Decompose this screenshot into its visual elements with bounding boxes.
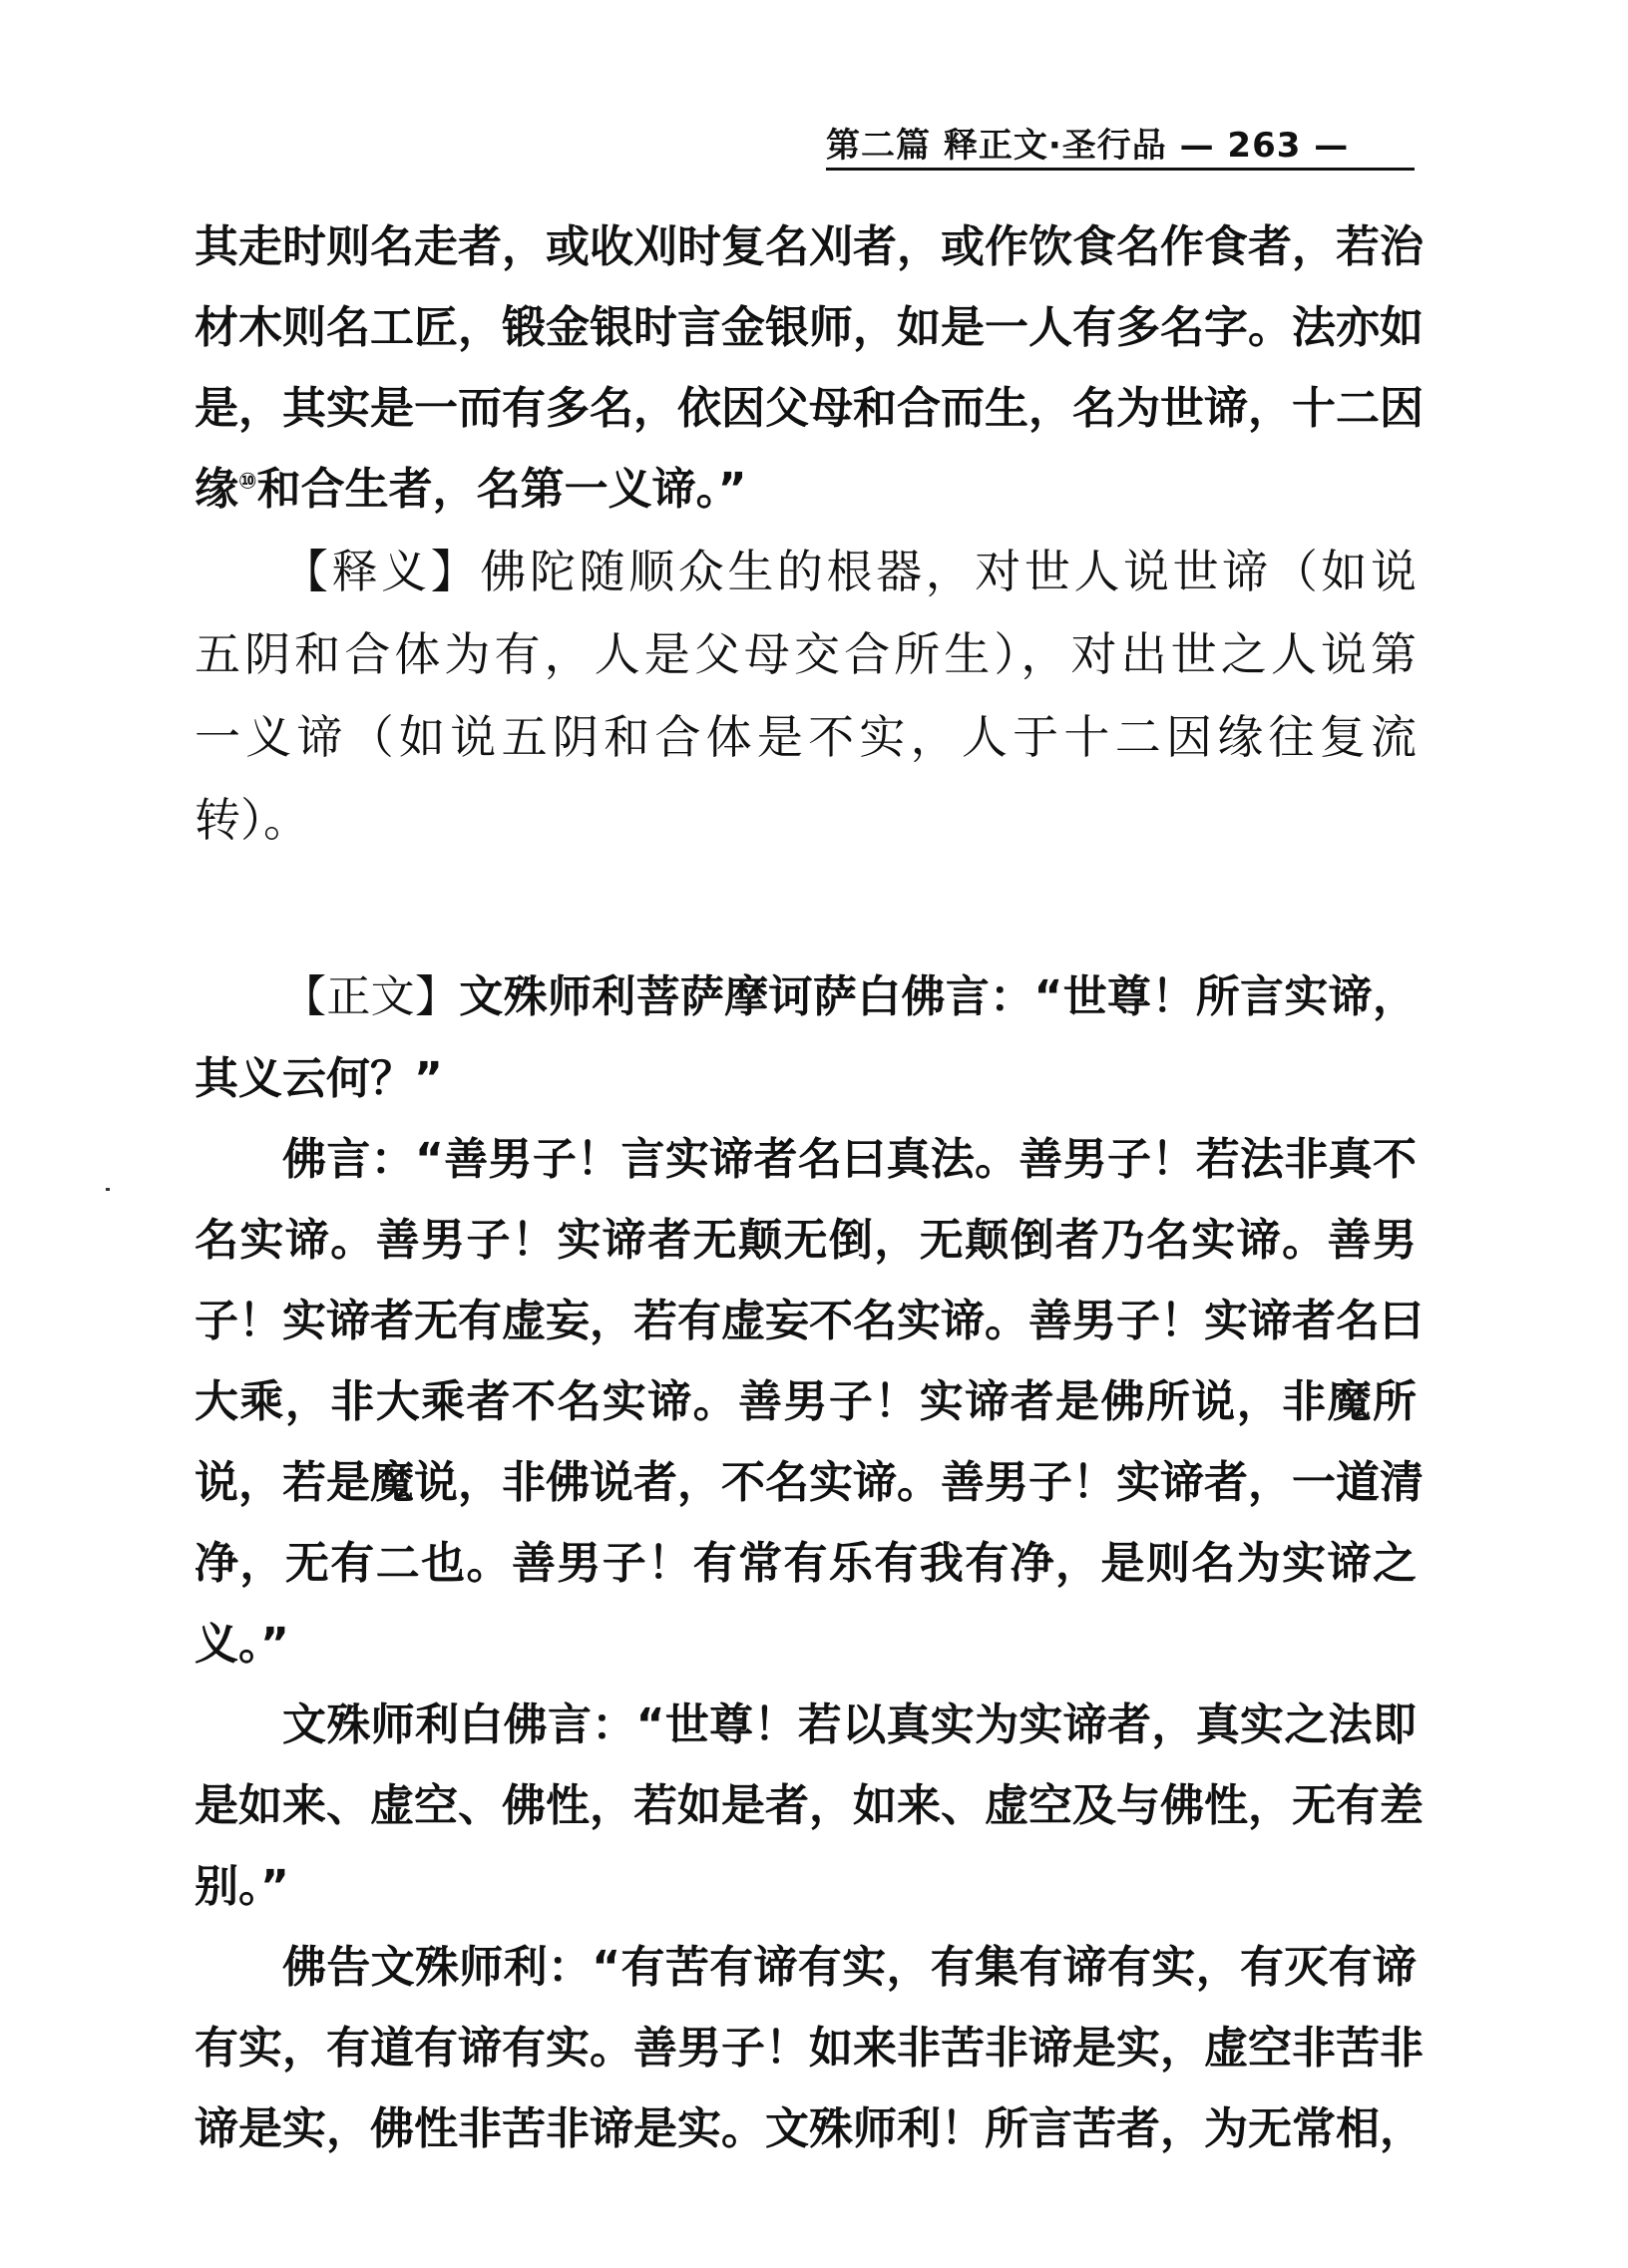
running-title: 第二篇 释正文·圣行品 — 263 —	[826, 126, 1350, 166]
continuation-line-4	[195, 460, 1417, 520]
reply1-line-3: 子！实谛者无有虚妄，若有虚妄不名实谛。善男子！实谛者名曰	[195, 1296, 1424, 1346]
question2-line-3: 别。”	[195, 1861, 289, 1912]
shiyi-line-1	[282, 542, 1417, 601]
reply1-line-4: 大乘，非大乘者不名实谛。善男子！实谛者是佛所说，非魔所	[195, 1376, 1417, 1427]
shiyi-label: 【释义】	[282, 545, 481, 598]
header-rule	[826, 168, 1415, 171]
stray-mark	[106, 1188, 110, 1191]
reply1-line-7: 义。”	[195, 1619, 289, 1670]
reply1-line-6: 净，无有二也。善男子！有常有乐有我有净，是则名为实谛之	[195, 1538, 1417, 1589]
zhengwen-line-1	[282, 967, 1417, 1027]
continuation-line-3: 是，其实是一而有多名，依因父母和合而生，名为世谛，十二因	[195, 383, 1424, 434]
zhengwen-line-1-text: 文殊师利菩萨摩诃萨白佛言：“世尊！所言实谛，	[459, 971, 1417, 1022]
question2-line-2: 是如来、虚空、佛性，若如是者，如来、虚空及与佛性，无有差	[195, 1780, 1424, 1831]
question2-line-1: 文殊师利白佛言：“世尊！若以真实为实谛者，真实之法即	[282, 1700, 1417, 1750]
reply1-line-2: 名实谛。善男子！实谛者无颠无倒，无颠倒者乃名实谛。善男	[195, 1215, 1417, 1266]
running-header	[826, 112, 1415, 172]
shiyi-line-1-text: 佛陀随顺众生的根器，对世人说世谛（如说	[480, 545, 1418, 598]
continuation-line-1: 其走时则名走者，或收刈时复名刈者，或作饮食名作食者，若治	[195, 221, 1424, 272]
continuation-line-4-start: 缘	[195, 464, 238, 515]
reply2-line-1: 佛告文殊师利：“有苦有谛有实，有集有谛有实，有灭有谛	[282, 1942, 1417, 1993]
shiyi-line-4: 转）。	[195, 793, 309, 847]
continuation-line-2: 材木则名工匠，锻金银时言金银师，如是一人有多名字。法亦如	[195, 302, 1424, 353]
zhengwen-label: 【正文】	[282, 971, 460, 1022]
shiyi-line-3: 一义谛（如说五阴和合体是不实，人于十二因缘往复流	[195, 710, 1417, 764]
zhengwen-line-2: 其义云何？”	[195, 1053, 443, 1104]
reply1-line-1: 佛言：“善男子！言实谛者名曰真法。善男子！若法非真不	[282, 1134, 1417, 1185]
reply2-line-3: 谛是实，佛性非苦非谛是实。文殊师利！所言苦者，为无常相，	[195, 2103, 1424, 2154]
footnote-marker: ⑩	[238, 469, 257, 495]
reply1-line-5: 说，若是魔说，非佛说者，不名实谛。善男子！实谛者，一道清	[195, 1457, 1424, 1508]
reply2-line-2: 有实，有道有谛有实。善男子！如来非苦非谛是实，虚空非苦非	[195, 2023, 1424, 2074]
shiyi-line-2: 五阴和合体为有，人是父母交合所生），对出世之人说第	[195, 627, 1417, 681]
continuation-line-4-end: 和合生者，名第一义谛。”	[256, 464, 747, 515]
